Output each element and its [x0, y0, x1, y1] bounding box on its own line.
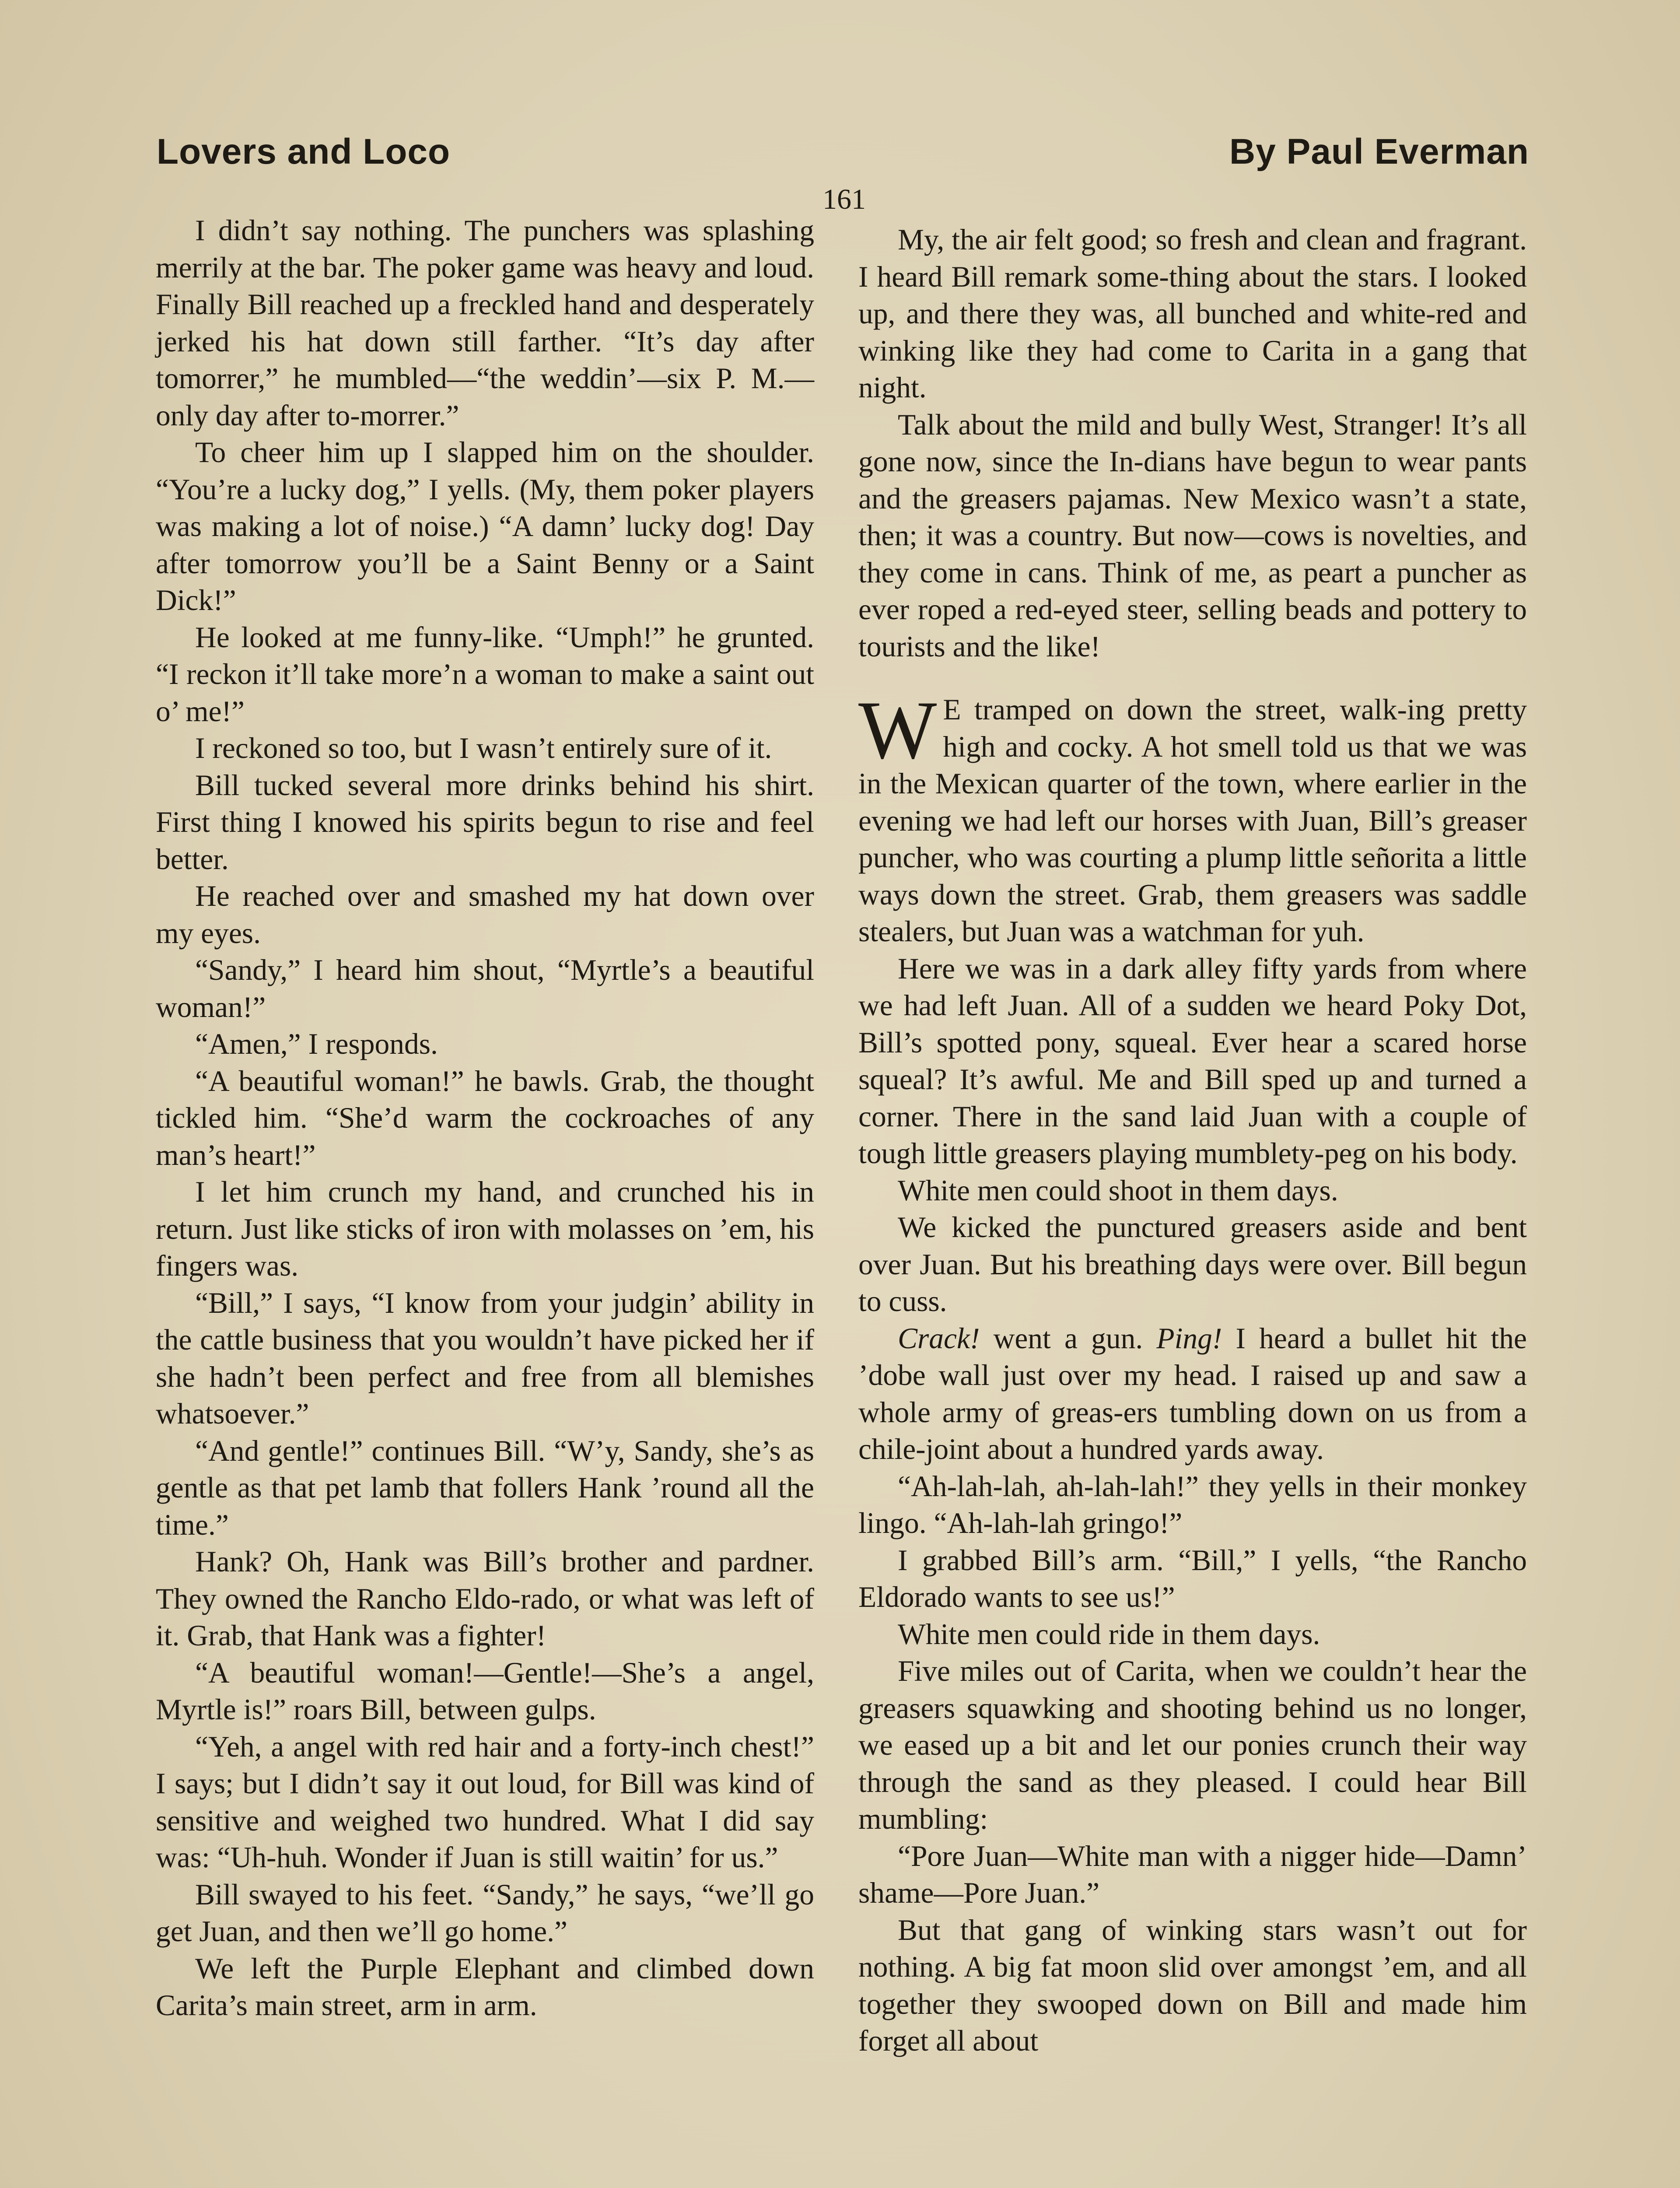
paragraph: “And gentle!” continues Bill. “W’y, Sandy, she’s as gentle as that pet lamb that follers Hank ’round all the time.” [156, 1434, 814, 1541]
paragraph: Talk about the mild and bully West, Stranger! It’s all gone now, since the In-dians have begun to wear pants and the greasers pajamas. New Mexico wasn’t a state, then; it was a country. But now—cows is novelties, and they come in cans. Think of me, as peart a puncher as ever roped a red-eyed steer, selling beads and pottery to tourists and the like! [858, 408, 1527, 663]
paragraph: “A beautiful woman!” he bawls. Grab, the thought tickled him. “She’d warm the cockroaches of any man’s heart!” [156, 1064, 814, 1171]
paragraph: “Pore Juan—White man with a nigger hide—Damn’ shame—Pore Juan.” [858, 1839, 1527, 1909]
paragraph: But that gang of winking stars wasn’t out for nothing. A big fat moon slid over amongst ’em, and all together they swooped down on Bill and made him forget all about [858, 1913, 1527, 2057]
paragraph: I grabbed Bill’s arm. “Bill,” I yells, “the Rancho Eldorado wants to see us!” [858, 1543, 1527, 1613]
paragraph: He reached over and smashed my hat down over my eyes. [156, 880, 814, 950]
section-opening-paragraph [858, 684, 1527, 950]
paragraph: We kicked the punctured greasers aside and bent over Juan. But his breathing days were over. Bill begun to cuss. [858, 1211, 1527, 1318]
paragraph: “Yeh, a angel with red hair and a forty-inch chest!” I says; but I didn’t say it out loud, for Bill was kind of sensitive and weighed two hundred. What I did say was: “Uh-huh. Wonder if Juan is still waitin’ for us.” [156, 1730, 814, 1874]
page-number: 161 [822, 183, 866, 215]
paragraph: Five miles out of Carita, when we couldn’t hear the greasers squawking and shooting behind us no longer, we eased up a bit and let our ponies crunch their way through the sand as they pleased. I could hear Bill mumbling: [858, 1655, 1527, 1835]
paragraph: “Ah-lah-lah, ah-lah-lah!” they yells in their monkey lingo. “Ah-lah-lah gringo!” [858, 1469, 1527, 1539]
paragraph: “A beautiful woman!—Gentle!—She’s a angel, Myrtle is!” roars Bill, between gulps. [156, 1656, 814, 1726]
paragraph: Bill tucked several more drinks behind his shirt. First thing I knowed his spirits begun to rise and feel better. [156, 768, 814, 876]
paragraph: Bill swayed to his feet. “Sandy,” he says, “we’ll go get Juan, and then we’ll go home.” [156, 1878, 814, 1948]
paragraph: “Amen,” I responds. [195, 1027, 438, 1060]
section-opening-text: E tramped on down the street, walk-ing pretty high and cocky. A hot smell told us that we was in the Mexican quarter of the town, where earlier in the evening we had left our horses with Juan, Bill’s greaser puncher, who was courting a plump little señorita a little ways down the street. Grab, them greasers was saddle stealers, but Juan was a watchman for yuh. [858, 693, 1527, 948]
paragraph: My, the air felt good; so fresh and clean and fragrant. I heard Bill remark some-thing about the stars. I looked up, and there they was, all bunched and white-red and winking like they had come to Carita in a gang that night. [858, 223, 1527, 404]
paragraph: “Sandy,” I heard him shout, “Myrtle’s a beautiful woman!” [156, 954, 814, 1024]
paragraph: I let him crunch my hand, and crunched his in return. Just like sticks of iron with molasses on ’em, his fingers was. [156, 1175, 814, 1282]
paragraph: White men could ride in them days. [898, 1617, 1320, 1651]
ping-text: I heard a bullet hit the ’dobe wall just over my head. I raised up and saw a whole army of greas-ers tumbling down on us from a chile-joint about a hundred yards away. [858, 1322, 1527, 1466]
paragraph: I reckoned so too, but I wasn’t entirely sure of it. [195, 732, 772, 764]
paragraph: I didn’t say nothing. The punchers was splashing merrily at the bar. The poker game was heavy and loud. Finally Bill reached up a freckled hand and desperately jerked his hat down still farther. “It’s day after tomorrer,” he mumbled—“the weddin’—six P. M.—only day after to-morrer.” [156, 214, 814, 432]
paragraph: Hank? Oh, Hank was Bill’s brother and pardner. They owned the Rancho Eldo-rado, or what was left of it. Grab, that Hank was a fighter! [156, 1545, 814, 1652]
crack-sound: Crack! [898, 1322, 980, 1355]
right-column [858, 221, 1527, 2060]
ping-sound: Ping! [1156, 1322, 1222, 1355]
crack-text: went a gun. [980, 1322, 1157, 1355]
story-title: Lovers and Loco [157, 132, 451, 172]
paragraph: White men could shoot in them days. [898, 1174, 1338, 1207]
paragraph: We left the Purple Elephant and climbed down Carita’s main street, arm in arm. [156, 1952, 814, 2022]
left-column [156, 212, 814, 2024]
paragraph: He looked at me funny-like. “Umph!” he grunted. “I reckon it’ll take more’n a woman to make a saint out o’ me!” [156, 621, 814, 728]
paragraph: “Bill,” I says, “I know from your judgin’ ability in the cattle business that you wouldn’t have picked her if she hadn’t been perfect and free from all blemishes whatsoever.” [156, 1286, 814, 1430]
paragraph: To cheer him up I slapped him on the shoulder. “You’re a lucky dog,” I yells. (My, them poker players was making a lot of noise.) “A damn’ lucky dog! Day after tomorrow you’ll be a Saint Benny or a Saint Dick!” [156, 436, 814, 617]
author-byline: By Paul Everman [1229, 132, 1529, 172]
drop-cap: W [858, 684, 937, 776]
paragraph: Here we was in a dark alley fifty yards from where we had left Juan. All of a sudden we heard Poky Dot, Bill’s spotted pony, squeal. Ever hear a scared horse squeal? It’s awful. Me and Bill sped up and turned a corner. There in the sand laid Juan with a couple of tough little greasers playing mumblety-peg on his body. [858, 952, 1527, 1170]
paragraph [858, 1320, 1527, 1468]
